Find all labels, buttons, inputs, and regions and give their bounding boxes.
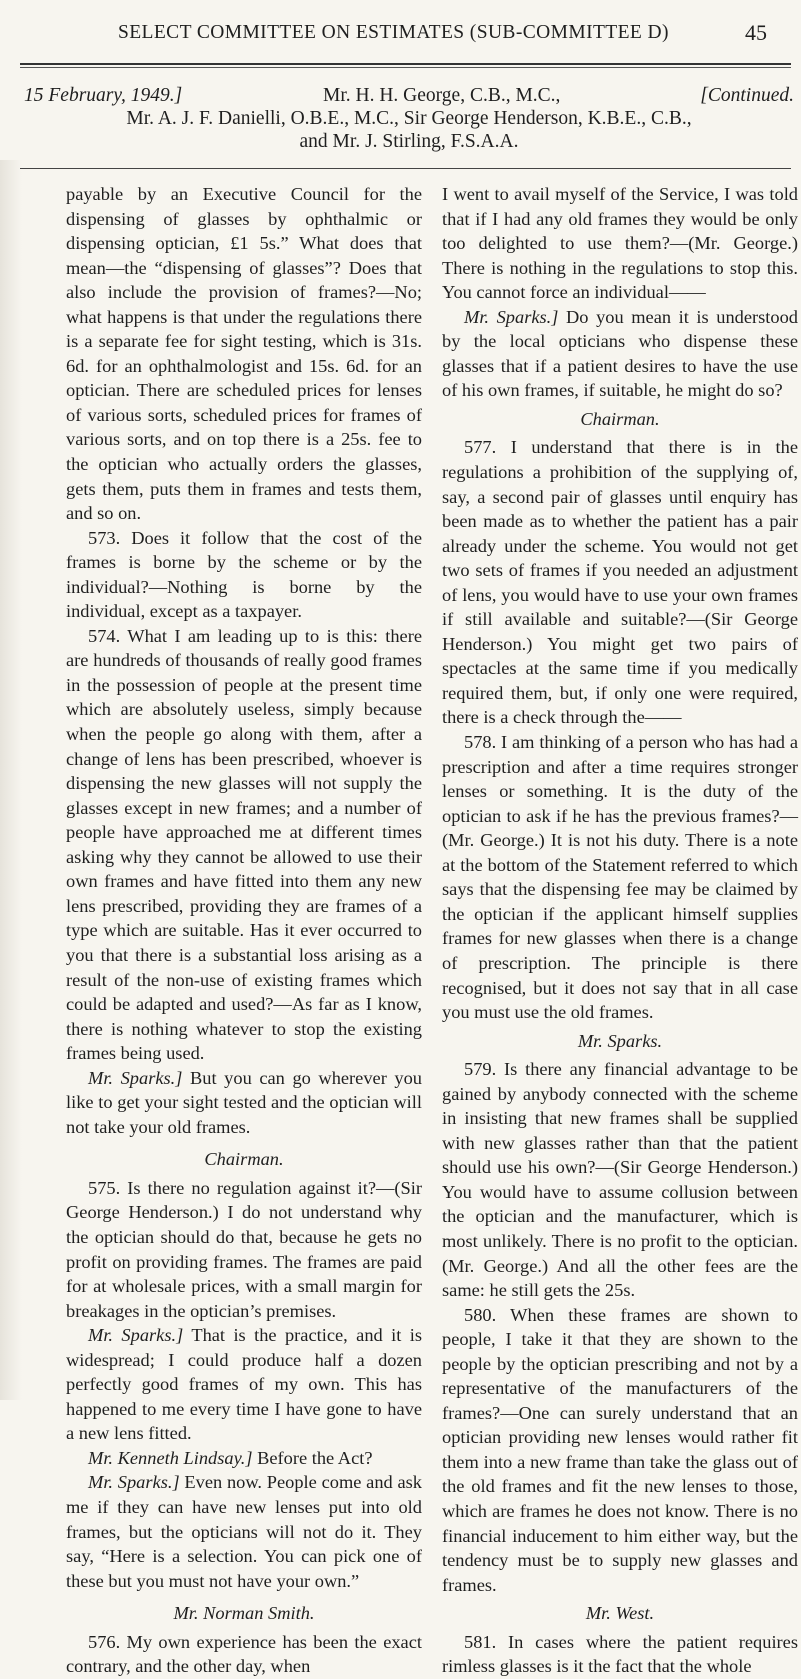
remark-text: Do you mean it is understood by the local opticians who dispense these glasses that if a patient desires to have the use of his own frames, if suitable, he might do so? bbox=[442, 306, 798, 401]
remark-text: Even now. People come and ask me if they can have new lenses put into old frames, but the opticians will not do it. They say, “Here is a selection. You can pick one of these but you must not have your own.” bbox=[66, 1472, 423, 1591]
witness-line-1: Mr. H. H. George, C.B., M.C., bbox=[323, 85, 561, 106]
question-579: 579. Is there any financial advantage to be gained by anybody connected with the scheme in insisting that new frames shall be supplied with new glasses rather than that the patient should use his own?—(Sir George Henderson.) You would have to assume collusion between the optician and the manufacturer, which is most unlikely. There is no profit to the optician. (Mr. George.) And all the other fees are the same: he still gets the 25s. bbox=[442, 1059, 798, 1301]
question-580: 580. When these frames are shown to people, I take it that they are shown to the people by the optician prescribing and not by a representative of the manufacturers of the frames?—One can surely understand that an optician providing new lenses would rather fit them into a new frame than take the glass out of the old frames and fit the new lenses to those, which are frames he does not know. There is no financial inducement to him either way, but the tendency must be to supply new glasses and frames. bbox=[442, 1304, 798, 1595]
right-paragraph-1: I went to avail myself of the Service, I was told that if I had any old frames they would be only too delighted to use them?—(Mr. George.) There is nothing in the regulations to stop this. You cannot force an individual—— bbox=[442, 184, 798, 303]
left-column bbox=[66, 182, 422, 1679]
witness-line-3: and Mr. J. Stirling, F.S.A.A. bbox=[299, 131, 519, 152]
smith-heading: Mr. Norman Smith. bbox=[173, 1603, 315, 1624]
speaker-name: Mr. Sparks.] bbox=[88, 1472, 180, 1493]
question-575: 575. Is there no regulation against it?—(Sir George Henderson.) I do not understand why the optician should do that, because he gets no profit on providing frames. The frames are paid for at wholesale prices, with a small margin for breakages in the optician’s premises. bbox=[66, 1177, 422, 1321]
question-577: 577. I understand that there is in the regulations a prohibition of the supplying of, say, a second pair of glasses until enquiry has been made as to whether the patient has a pair already under the scheme. You would not get two sets of frames if you needed an adjustment of lens, you would have to use your own frames if still available and suitable?—(Sir George Henderson.) You might get two pairs of spectacles at the same time if you medically required them, but, if only one were required, there is a check through the—— bbox=[442, 437, 798, 728]
speaker-name: Mr. Sparks.] bbox=[88, 1067, 183, 1088]
sparks-remark-3 bbox=[66, 1470, 422, 1593]
question-581: 581. In cases where the patient requires rimless glasses is it the fact that the whole bbox=[442, 1631, 798, 1677]
witness-line-2: Mr. A. J. F. Danielli, O.B.E., M.C., Sir George Henderson, K.B.E., C.B., bbox=[126, 108, 692, 129]
running-head-title: SELECT COMMITTEE ON ESTIMATES (SUB-COMMITTEE D) bbox=[118, 22, 669, 43]
remark-text: But you can go wherever you like to get your sight tested and the optician will not take your old frames. bbox=[66, 1067, 422, 1137]
top-rule-thin bbox=[20, 67, 791, 68]
witness-header bbox=[24, 84, 794, 153]
speaker-name: Mr. Sparks.] bbox=[464, 306, 559, 327]
remark-text: That is the practice, and it is widespread; I could produce half a dozen perfectly good frames of my own. This has happened to me every time I have gone to have a new lens fitted. bbox=[66, 1325, 423, 1444]
remark-text: Before the Act? bbox=[257, 1447, 373, 1468]
chairman-heading: Chairman. bbox=[204, 1149, 284, 1170]
right-column bbox=[442, 182, 798, 1679]
continued-label: [Continued. bbox=[700, 85, 794, 106]
speaker-name: Mr. Sparks.] bbox=[88, 1325, 184, 1346]
sparks-heading: Mr. Sparks. bbox=[577, 1030, 663, 1051]
page-number: 45 bbox=[745, 20, 767, 45]
sparks-remark-4 bbox=[442, 305, 798, 403]
west-heading: Mr. West. bbox=[585, 1603, 655, 1624]
sparks-remark-1 bbox=[66, 1066, 422, 1140]
left-paragraph-1: payable by an Executive Council for the dispensing of glasses by ophthalmic or dispensing optician, £1 5s.” What does that mean—the “dispensing of glasses”? Does that also include the provision of frames?—No; what happens is that under the regulations there is a separate fee for sight testing, which is 31s. 6d. for an ophthalmologist and 15s. 6d. for an optician. There are scheduled prices for lenses of various sorts, scheduled prices for frames of various sorts, and on top there is a 25s. fee to the optician who actually orders the glasses, gets them, puts them in frames and tests them, and so on. bbox=[66, 184, 422, 524]
lindsay-remark bbox=[66, 1446, 422, 1471]
sparks-remark-2 bbox=[66, 1323, 422, 1446]
question-574: 574. What I am leading up to is this: there are hundreds of thousands of really good frames in the possession of people at the present time which are absolutely useless, simply because when the people go along with them, after a change of lens has been prescribed, whoever is dispensing the new glasses will not supply the glasses except in new frames; and a number of people have approached me at different times asking why they cannot be allowed to use their own frames and have fitted into them any new lens prescribed, providing they are frames of a type which are suitable. Has it ever occurred to you that there is a substantial loss arising as a result of the non-use of existing frames which could be adapted and used?—As far as I know, there is nothing whatever to stop the existing frames being used. bbox=[66, 625, 422, 1064]
question-578: 578. I am thinking of a person who has had a prescription and after a time requires stronger lenses or something. It is the duty of the optician to ask if he has the previous frames?—(Mr. George.) It is not his duty. There is a note at the bottom of the Statement referred to which says that the dispensing fee may be claimed by the optician if the applicant himself supplies frames for new glasses when there is a change of prescription. The principle is there recognised, but it does not say that in all case you must use the old frames. bbox=[442, 732, 798, 1023]
sitting-date: 15 February, 1949.] bbox=[24, 85, 183, 106]
chairman-heading-2: Chairman. bbox=[580, 408, 660, 429]
header-rule bbox=[20, 168, 791, 169]
question-576: 576. My own experience has been the exact contrary, and the other day, when bbox=[66, 1631, 422, 1677]
speaker-name: Mr. Kenneth Lindsay.] bbox=[88, 1447, 253, 1468]
top-rule bbox=[20, 63, 791, 65]
question-573: 573. Does it follow that the cost of the frames is borne by the scheme or by the individual?—Nothing is borne by the individual, except as a taxpayer. bbox=[66, 527, 422, 622]
binding-shadow bbox=[0, 160, 22, 1400]
